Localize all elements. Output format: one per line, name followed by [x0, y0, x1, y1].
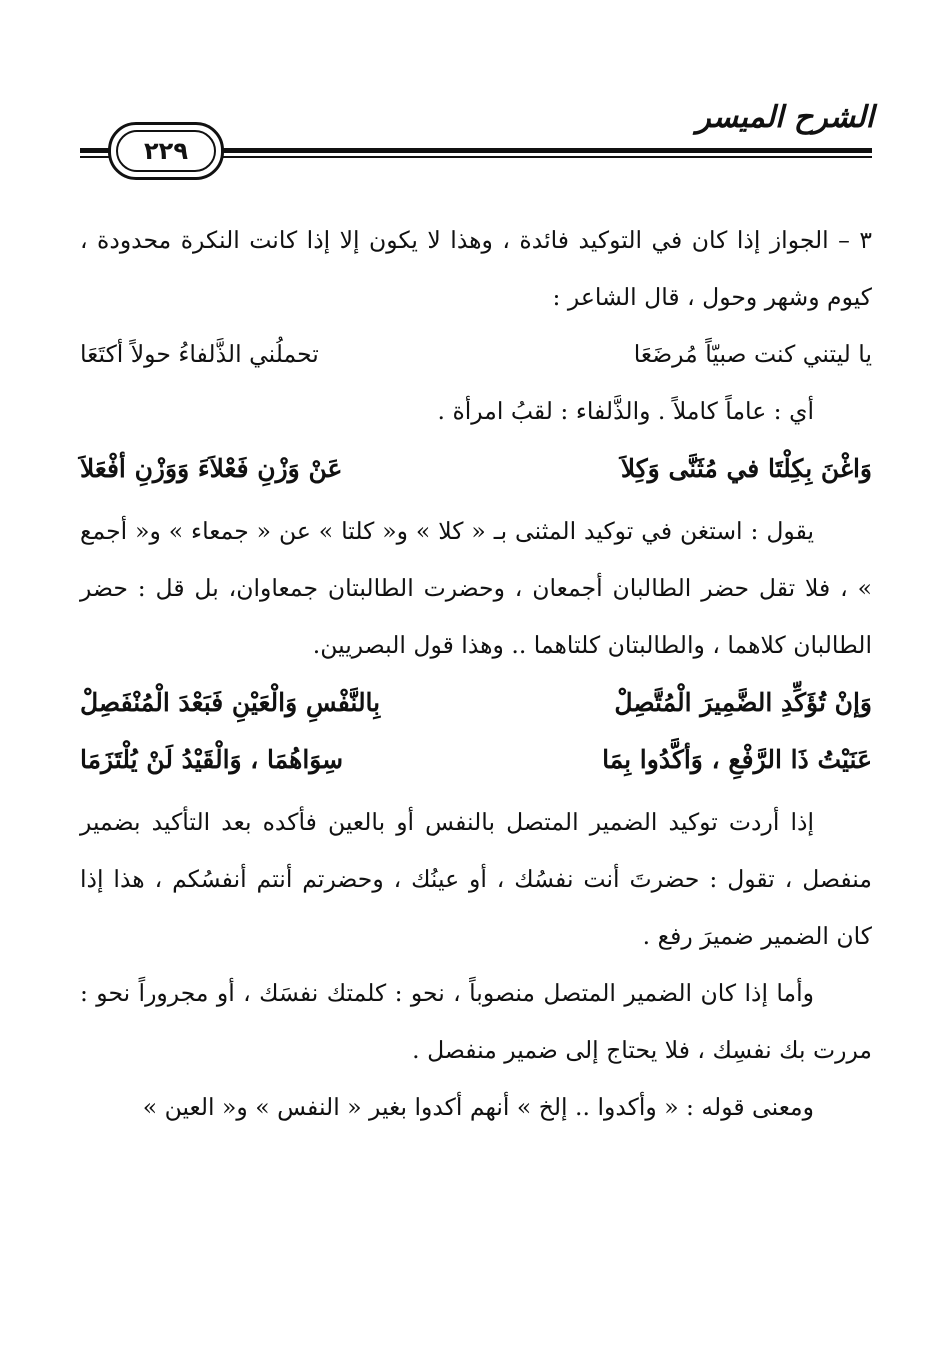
- poem-verse-1: [80, 326, 872, 383]
- page-body: [80, 212, 872, 1136]
- paragraph-commentary-4: ومعنى قوله : « وأكدوا .. إلخ » أنهم أكدوا بغير « النفس » و« العين »: [142, 1093, 814, 1121]
- verse-first-hemistich: يا ليتني كنت صبيّاً مُرضَعَا: [633, 340, 872, 368]
- paragraph-commentary-1: يقول : استغن في توكيد المثنى بـ « كلا » و« كلتا » عن « جمعاء » و« أجمع » ، فلا تقل حضر الطالبان أجمعان ، وحضرت الطالبتان جمعاوان، بل قل : حضر الطالبان كلاهما ، والطالبتان كلتاهما .. وهذا قول البصريين.: [80, 517, 872, 659]
- paragraph-rule-3: ٣ – الجواز إذا كان في التوكيد فائدة ، وهذا لا يكون إلا إذا كانت النكرة محدودة ، كيوم وشهر وحول ، قال الشاعر :: [80, 226, 872, 311]
- verse-first-hemistich: وَاغْنَ بِكِلْتَا في مُثَنَّى وَكِلاَ: [620, 454, 872, 483]
- alfiyya-verse-1: [80, 440, 872, 497]
- verse-first-hemistich: وَإنْ تُؤَكِّدِ الضَّمِيرَ الْمُتَّصِلْ: [614, 688, 872, 717]
- page-number-badge: [108, 122, 224, 180]
- verse-second-hemistich: بِالنَّفْسِ وَالْعَيْنِ فَبَعْدَ الْمُنْفَصِلْ: [80, 688, 381, 717]
- verse-second-hemistich: تحملُني الذَّلفاءُ حولاً أكتَعَا: [80, 340, 319, 368]
- page-number: ٢٢٩: [116, 130, 216, 172]
- verse-second-hemistich: عَنْ وَزْنِ فَعْلاَءَ وَوَزْنِ أفْعَلاَ: [80, 454, 343, 483]
- alfiyya-verse-3: [80, 731, 872, 788]
- alfiyya-verse-2: [80, 674, 872, 731]
- paragraph-explanation: أي : عاماً كاملاً . والذَّلفاء : لقبُ امرأة .: [437, 397, 814, 425]
- verse-first-hemistich: عَنَيْتُ ذَا الرَّفْعِ ، وَأكَّدُوا بِمَا: [602, 745, 872, 774]
- running-header-title: الشرح الميسر: [696, 100, 874, 135]
- paragraph-commentary-2: إذا أردت توكيد الضمير المتصل بالنفس أو بالعين فأكده بعد التأكيد بضمير منفصل ، تقول : حضرتَ أنت نفسُك ، أو عينُك ، وحضرتم أنتم أنفسُكم ، هذا إذا كان الضمير ضميرَ رفع .: [80, 808, 872, 950]
- verse-second-hemistich: سِوَاهُمَا ، وَالْقَيْدُ لَنْ يُلْتَزَمَا: [80, 745, 344, 774]
- paragraph-commentary-3: وأما إذا كان الضمير المتصل منصوباً ، نحو : كلمتك نفسَك ، أو مجروراً نحو : مررت بك نفسِك ، فلا يحتاج إلى ضمير منفصل .: [80, 979, 872, 1064]
